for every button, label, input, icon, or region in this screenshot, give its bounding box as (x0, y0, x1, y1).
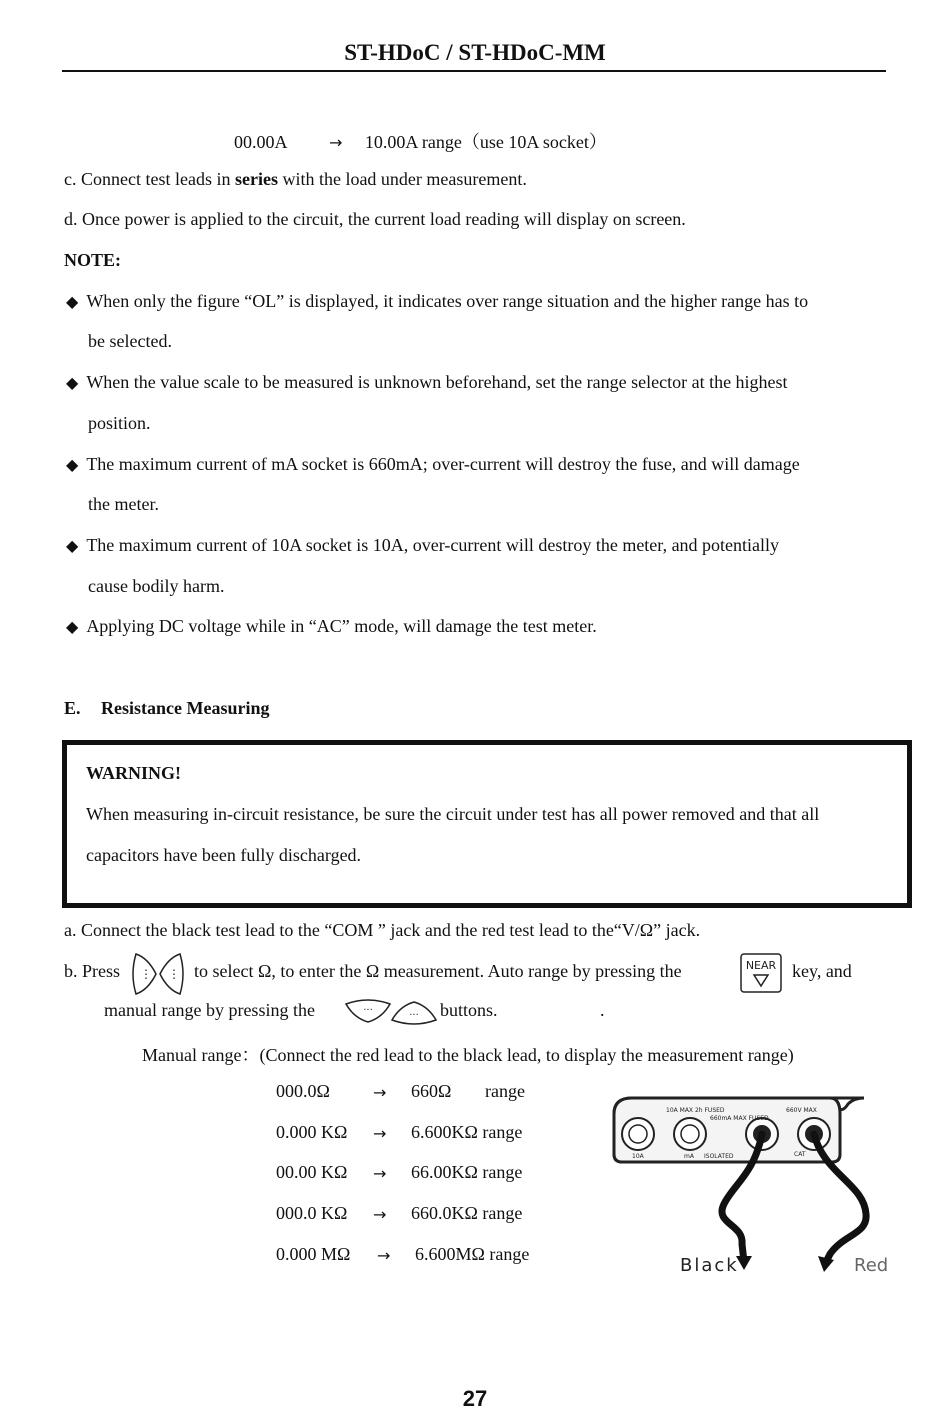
socket-label-10a: 10A (632, 1153, 644, 1160)
range-row-4-arrow: → (373, 1205, 387, 1224)
socket-label-660ma: 660mA MAX FUSED (710, 1115, 769, 1122)
note-1-cont: be selected. (88, 331, 172, 351)
warning-title: WARNING! (86, 763, 182, 783)
step-c-post: with the load under measurement. (277, 169, 527, 189)
socket-label-ma: mA (684, 1153, 694, 1160)
socket-label-isolated: ISOLATED (704, 1153, 734, 1160)
socket-label-10a-max: 10A MAX 2h FUSED (666, 1107, 725, 1114)
range-row-5-to: 6.600MΩ range (415, 1244, 530, 1264)
svg-text:⋮: ⋮ (168, 967, 180, 981)
step-c-pre: c. Connect test leads in (64, 169, 235, 189)
warning-line-2: capacitors have been fully discharged. (86, 845, 362, 865)
svg-text:⋮: ⋮ (140, 967, 152, 981)
range-row-1-to: 660Ω (411, 1081, 452, 1101)
range-to: 10.00A range（use 10A socket） (364, 132, 607, 152)
meter-sockets-figure (604, 1094, 894, 1284)
step-c (64, 169, 527, 190)
socket-label-660v: 660V MAX (786, 1107, 817, 1114)
note-4: ◆ The maximum current of 10A socket is 10A, over-current will destroy the meter, and potentially (66, 535, 779, 556)
section-title: Resistance Measuring (101, 698, 270, 718)
black-label: Black (680, 1255, 739, 1276)
svg-text:···: ··· (409, 1010, 419, 1021)
range-row-1-from: 000.0Ω (276, 1081, 330, 1101)
step-b-press: b. Press (64, 961, 121, 981)
range-row-2-from: 0.000 KΩ (276, 1122, 348, 1142)
step-b-key: key, and (792, 961, 852, 981)
page-number: 27 (462, 1386, 488, 1411)
step-a: a. Connect the black test lead to the “COM ” jack and the red test lead to the“V/Ω” jack. (64, 920, 701, 940)
note-3-cont: the meter. (88, 494, 159, 514)
step-b-buttons: buttons. (440, 1000, 498, 1020)
step-b-dot: . (600, 1000, 605, 1020)
header-rule (62, 70, 886, 72)
range-row-4-to: 660.0KΩ range (411, 1203, 523, 1223)
socket-label-cat: CAT (794, 1151, 806, 1158)
note-4-cont: cause bodily harm. (88, 576, 225, 596)
range-row-5-from: 0.000 MΩ (276, 1244, 351, 1264)
range-row-4-from: 000.0 KΩ (276, 1203, 348, 1223)
svg-text:···: ··· (363, 1005, 373, 1016)
warning-line-1: When measuring in-circuit resistance, be sure the circuit under test has all power removed and that all (86, 804, 820, 824)
near-key-label: NEAR (745, 959, 777, 972)
step-c-bold: series (234, 169, 278, 189)
range-buttons-icon (344, 998, 438, 1026)
range-row-2-to: 6.600KΩ range (411, 1122, 523, 1142)
function-buttons-icon (128, 950, 188, 998)
section-letter: E. (64, 698, 81, 718)
note-2: ◆ When the value scale to be measured is unknown beforehand, set the range selector at the highest (66, 372, 788, 393)
range-row-2-arrow: → (373, 1124, 387, 1143)
note-3: ◆ The maximum current of mA socket is 660mA; over-current will destroy the fuse, and will damage (66, 454, 800, 475)
step-d: d. Once power is applied to the circuit, the current load reading will display on screen. (64, 209, 686, 229)
range-row-3-to: 66.00KΩ range (411, 1162, 523, 1182)
step-b-manual: manual range by pressing the (104, 1000, 315, 1020)
note-5: ◆ Applying DC voltage while in “AC” mode, will damage the test meter. (66, 616, 597, 637)
current-range-line (234, 128, 607, 154)
range-row-1-arrow: → (373, 1083, 387, 1102)
note-1: ◆ When only the figure “OL” is displayed, it indicates over range situation and the higher range has to (66, 291, 808, 312)
range-row-1-suffix: range (485, 1081, 525, 1101)
near-key-icon (740, 953, 782, 993)
range-arrow: → (329, 133, 343, 152)
red-label: Red (854, 1255, 889, 1276)
manual-range-intro: Manual range：(Connect the red lead to the black lead, to display the measurement range) (142, 1045, 794, 1065)
section-heading (64, 698, 270, 719)
range-row-3-from: 00.00 KΩ (276, 1162, 348, 1182)
range-row-5-arrow: → (377, 1246, 391, 1265)
range-from: 00.00A (234, 132, 287, 152)
page-header: ST-HDoC / ST-HDoC-MM (344, 40, 606, 65)
note-2-cont: position. (88, 413, 151, 433)
note-title: NOTE: (64, 250, 122, 270)
range-row-3-arrow: → (373, 1164, 387, 1183)
step-b-select: to select Ω, to enter the Ω measurement. Auto range by pressing the (194, 961, 682, 981)
